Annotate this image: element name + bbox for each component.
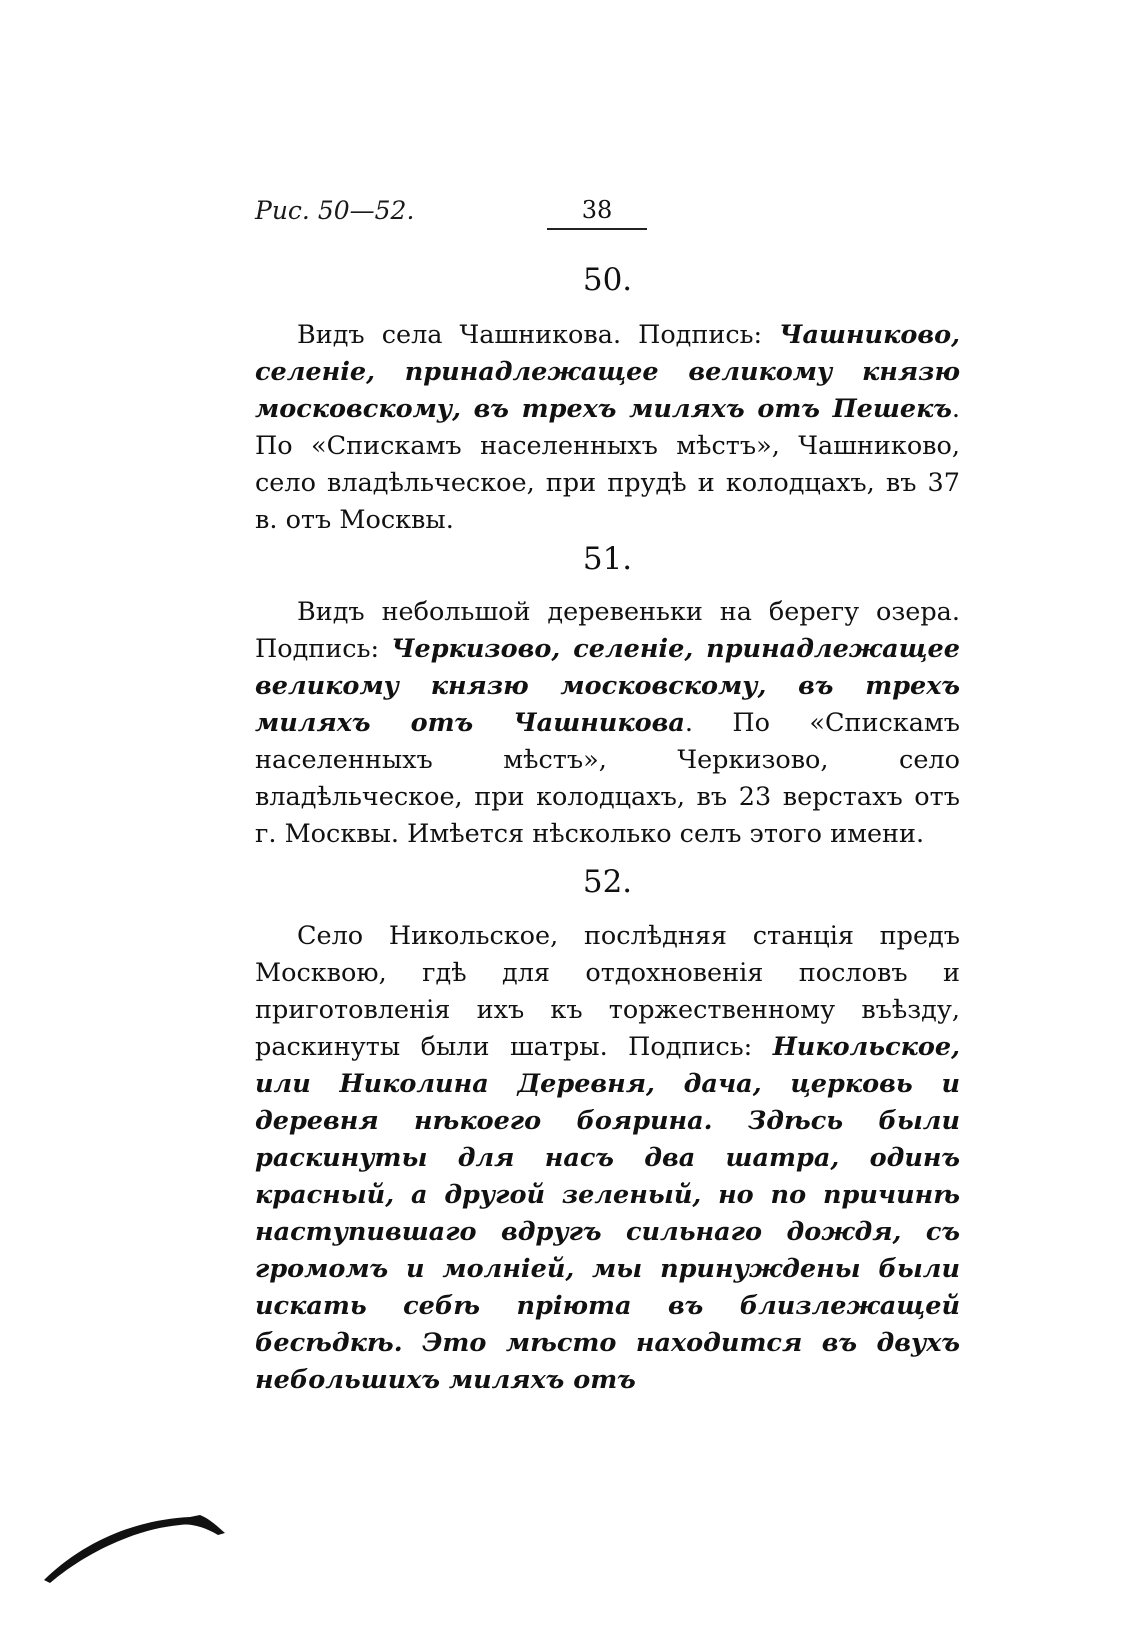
text-run: . По «Спискамъ населенныхъ мѣстъ», Черкизово, село владѣльческое, при колодцахъ, въ 23 верстахъ отъ г. Москвы. Имѣется нѣсколько селъ этого имени.	[255, 708, 960, 849]
page-edge-mark	[40, 1495, 240, 1585]
page-number: 38	[547, 196, 647, 230]
entry-text-50	[255, 317, 960, 539]
text-run: Видъ небольшой деревеньки на берегу озера. Подпись:	[255, 597, 960, 664]
italic-caption: Никольское, или Николина Деревня, дача, церковь и деревня нѣкоего боярина. Здѣсь были раскинуты для насъ два шатра, одинъ красный, а другой зеленый, но по причинѣ наступившаго вдругъ сильнаго дождя, съ громомъ и молніей, мы принуждены были искать себѣ пріюта въ близлежащей бесѣдкѣ. Это мѣсто находится въ двухъ небольшихъ миляхъ отъ	[255, 1032, 960, 1395]
italic-caption: Чашниково, селеніе, принадлежащее великому князю московскому, въ трехъ миляхъ отъ Пешекъ	[255, 320, 960, 424]
figure-reference: Рис. 50—52.	[255, 196, 415, 225]
entry-text-51	[255, 594, 960, 853]
entry-text-52	[255, 918, 960, 1399]
italic-caption: Черкизово, селеніе, принадлежащее великому князю московскому, въ трехъ миляхъ отъ Чашникова	[255, 634, 960, 738]
entry-number-52: 52.	[582, 864, 633, 900]
text-run: Село Никольское, послѣдняя станція предъ Москвою, гдѣ для отдохновенія пословъ и приготовленія ихъ къ торжественному въѣзду, раскинуты были шатры. Подпись:	[255, 921, 960, 1062]
text-run: . По «Спискамъ населенныхъ мѣстъ», Чашниково, село владѣльческое, при прудѣ и колодцахъ, въ 37 в. отъ Москвы.	[255, 394, 960, 535]
entry-number-51: 51.	[582, 541, 633, 577]
entry-number-50: 50.	[582, 262, 633, 298]
text-run: Видъ села Чашникова. Подпись:	[297, 320, 780, 350]
page-header	[255, 196, 960, 246]
